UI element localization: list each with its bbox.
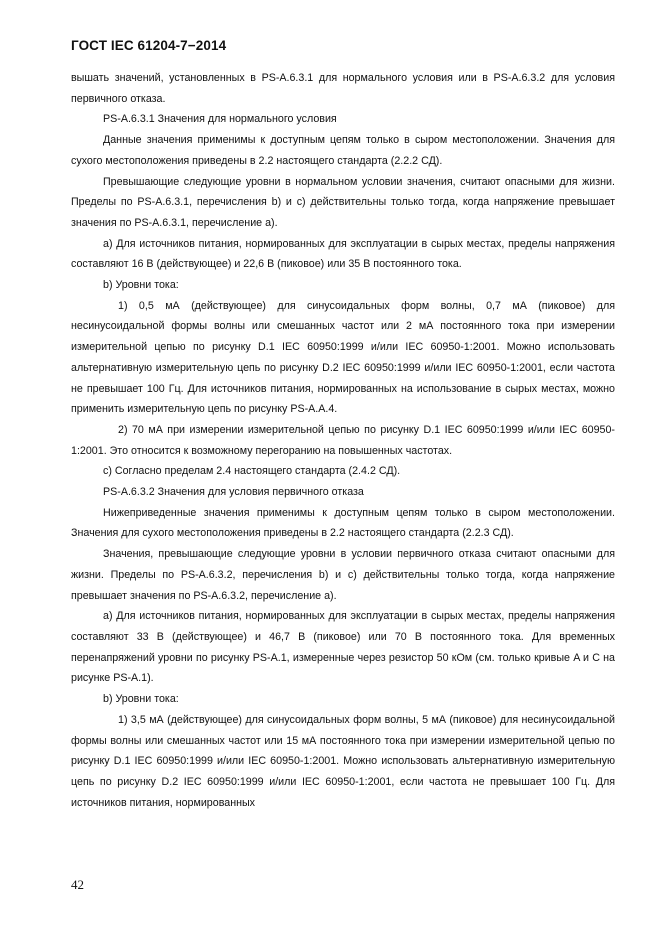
page-number: 42 <box>71 877 84 892</box>
list-item: b) Уровни тока: <box>103 279 179 292</box>
list-item: b) Уровни тока: <box>103 693 179 706</box>
section-heading: PS-A.6.3.2 Значения для условия первичного отказа <box>103 486 364 499</box>
paragraph: Значения, превышающие следующие уровни в условии первичного отказа считают опасными для жизни. Пределы по PS-A.6.3.2, перечисления b) и с) действительны только тогда, когда напряжение превышает значения по PS-A.6.3.2, перечисление а). <box>71 548 615 602</box>
document-body <box>71 68 615 813</box>
sub-list-item: 1) 0,5 мА (действующее) для синусоидальных форм волны, 0,7 мА (пиковое) для несинусоидальной формы волны или смешанных частот или 2 мА постоянного тока при измерении измерительной цепью по рисунку D.1 IEC 60950:1999 и/или IEC 60950-1:2001. Можно использовать альтернативную измерительную цепь по рисунку D.2 IEC 60950:1999 и/или IEC 60950-1:2001, если частота не превышает 100 Гц. Для источников питания, нормированных на использование в сырых местах, можно применить измерительную цепь по рисунку PS-A.A.4. <box>71 299 615 416</box>
document-header: ГОСТ IEC 61204-7−2014 <box>71 38 227 53</box>
paragraph: Превышающие следующие уровни в нормальном условии значения, считают опасными для жизни. Пределы по PS-A.6.3.1, перечисления b) и с) действительны только тогда, когда напряжение превышает значения по PS-A.6.3.1, перечисление а). <box>71 175 615 229</box>
list-item: а) Для источников питания, нормированных для эксплуатации в сырых местах, пределы напряжения составляют 33 В (действующее) и 46,7 В (пиковое) или 70 В постоянного тока. Для временных перенапряжений уровни по рисунку PS-A.1, измеренные через резистор 50 кОм (см. только кривые A и C на рисунке PS-A.1). <box>71 610 615 685</box>
list-item: с) Согласно пределам 2.4 настоящего стандарта (2.4.2 СД). <box>103 465 401 478</box>
paragraph: Данные значения применимы к доступным цепям только в сыром местоположении. Значения для сухого местоположения приведены в 2.2 настоящего стандарта (2.2.2 СД). <box>71 134 615 167</box>
sub-list-item: 1) 3,5 мА (действующее) для синусоидальных форм волны, 5 мА (пиковое) для несинусоидальной формы волны или смешанных частот или 15 мА постоянного тока при измерении измерительной цепью по рисунку D.1 IEC 60950:1999 и/или IEC 60950-1:2001. Можно использовать альтернативную измерительную цепь по рисунку D.2 IEC 60950:1999 и/или IEC 60950-1:2001, если частота не превышает 100 Гц. Для источников питания, нормированных <box>71 713 615 809</box>
list-item: а) Для источников питания, нормированных для эксплуатации в сырых местах, пределы напряжения составляют 16 В (действующее) и 22,6 В (пиковое) или 35 В постоянного тока. <box>71 237 615 271</box>
sub-list-item: 2) 70 мА при измерении измерительной цепью по рисунку D.1 IEC 60950:1999 и/или IEC 60950-1:2001. Это относится к возможному перегоранию на повышенных частотах. <box>71 423 615 457</box>
paragraph: Нижеприведенные значения применимы к доступным цепям только в сыром местоположении. Значения для сухого местоположения приведены в 2.2 настоящего стандарта (2.2.3 СД). <box>71 506 615 540</box>
section-heading: PS-A.6.3.1 Значения для нормального условия <box>103 113 337 126</box>
paragraph: вышать значений, установленных в PS-A.6.3.1 для нормального условия или в PS-A.6.3.2 для условия первичного отказа. <box>71 72 615 105</box>
